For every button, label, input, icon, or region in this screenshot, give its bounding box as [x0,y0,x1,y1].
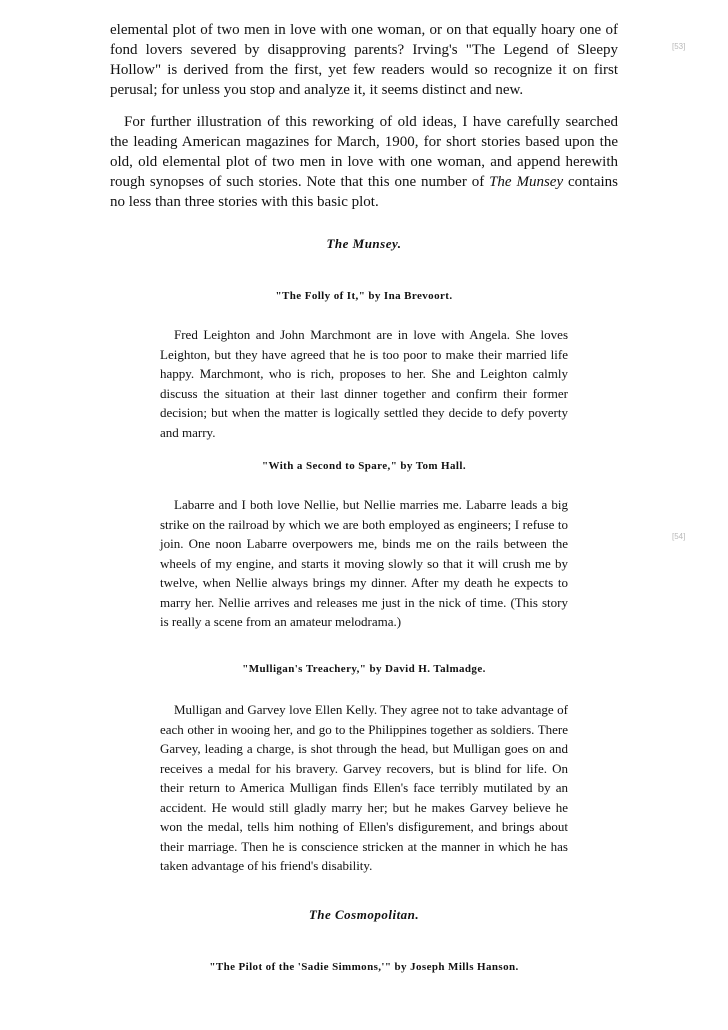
page-number-53: [53] [672,42,686,51]
synopsis-text: Labarre and I both love Nellie, but Nellie marries me. Labarre leads a big strike on the railroad by which we are both employed as engineers; I refuse to join. One noon Labarre overpowers me, binds me on the rails between the wheels of my engine, and starts it moving slowly so that it will crush me by twelve, when Nellie always brings my dinner. After my death he expects to marry her. Nellie arrives and releases me just in the nick of time. (This story is really a scene from an amateur melodrama.) [160,497,568,629]
intro-paragraph: elemental plot of two men in love with one woman, or on that equally hoary one of fond lovers severed by disapproving parents? Irving's "The Legend of Sleepy Hollow" is derived from the first, yet few readers would so recognize it on first perusal; for unless you stop and analyze it, it seems distinct and new. [110,22,618,98]
story-synopsis-folly-of-it [160,325,568,442]
story-title-pilot-sadie-simmons: "The Pilot of the 'Sadie Simmons,'" by Joseph Mills Hanson. [209,961,519,973]
second-paragraph-text-after: contains no less than three stories with this basic plot. [110,174,618,210]
second-paragraph-text-before: For further illustration of this reworking of old ideas, I have carefully searched the leading American magazines for March, 1900, for short stories based upon the old, old elemental plot of two men in love with one woman, and append herewith rough synopses of such stories. Note that this one number of [110,114,618,190]
magazine-title-inline: The Munsey [489,174,564,190]
story-title-mulligans-treachery: "Mulligan's Treachery," by David H. Talmadge. [242,663,486,675]
magazine-heading-cosmopolitan: The Cosmopolitan. [308,907,420,922]
synopsis-text: Mulligan and Garvey love Ellen Kelly. They agree not to take advantage of each other in wooing her, and go to the Philippines together as soldiers. There Garvey, leading a charge, is shot through the head, but Mulligan goes on and receives a medal for his bravery. Garvey recovers, but is blind for life. On their return to America Mulligan finds Ellen's face terribly mutilated by an accident. He would still gladly marry her; but he makes Garvey believe he won the medal, tells him nothing of Ellen's disfigurement, and brings about their marriage. Then he is conscience stricken at the manner in which he has taken advantage of his friend's disability. [160,702,568,873]
story-title-folly-of-it: "The Folly of It," by Ina Brevoort. [275,290,453,302]
page-number-54: [54] [672,532,686,541]
main-text [110,20,618,212]
magazine-heading-munsey: The Munsey. [326,236,402,251]
story-title-second-to-spare: "With a Second to Spare," by Tom Hall. [262,460,466,472]
synopsis-text: Fred Leighton and John Marchmont are in love with Angela. She loves Leighton, but they have agreed that he is too poor to make their married life happy. Marchmont, who is rich, proposes to her. She and Leighton calmly discuss the situation at their last dinner together and confirm their former decision; but when the matter is logically settled they decide to defy poverty and marry. [160,327,568,440]
story-synopsis-second-to-spare [160,495,568,632]
story-synopsis-mulligans-treachery [160,700,568,876]
second-paragraph [110,112,618,212]
